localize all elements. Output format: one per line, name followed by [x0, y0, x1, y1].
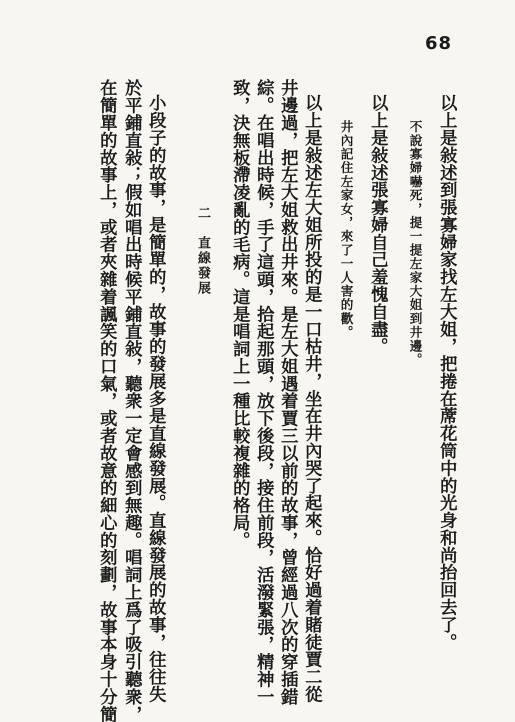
text-column-4: 井內記住左家女，來了一人害的歡。 — [338, 120, 354, 340]
page-number: 68 — [425, 33, 453, 54]
text-column-11: 於平鋪直敍；假如唱出時候平鋪直敍，聽衆一定會感到無趣。唱詞上爲了吸引聽衆， — [121, 79, 142, 722]
text-column-10: 小段子的故事，是簡單的，故事的發展多是直線發展。直線發展的故事，往往失 — [145, 94, 166, 703]
text-column-8: 致，決無板滯凌亂的毛病。這是唱詞上一種比較複雜的格局。 — [229, 79, 250, 549]
section-heading: 二 直線發展 — [195, 206, 210, 296]
text-column-6: 井邊過，把左大姐救出井來。是左大姐遇着賈三以前的故事，曾經過八次的穿插錯 — [277, 79, 298, 706]
text-column-12: 在簡單的故事上，或者夾雜着諷笑的口氣，或者故意的細心的刻劃，故事本身十分簡 — [96, 79, 117, 722]
text-column-5: 以上是敍述左大姐所投的是一口枯井，坐在井內哭了起來。恰好過着賭徒賈二從 — [301, 94, 322, 703]
text-column-3: 以上是敍述張寡婦自己羞愧自盡。 — [367, 94, 388, 355]
text-column-1: 以上是敍述到張寡婦家找左大姐，把捲在蓆花筒中的光身和尚抬回去了。 — [436, 94, 457, 651]
text-column-7: 綜。在唱出時候，手了這頭，拾起那頭，放下後段，接住前段，活潑緊張，精神一 — [253, 79, 274, 706]
text-column-2: 不說寡婦嚇死，提一提左家大姐到井邊。 — [407, 120, 423, 367]
